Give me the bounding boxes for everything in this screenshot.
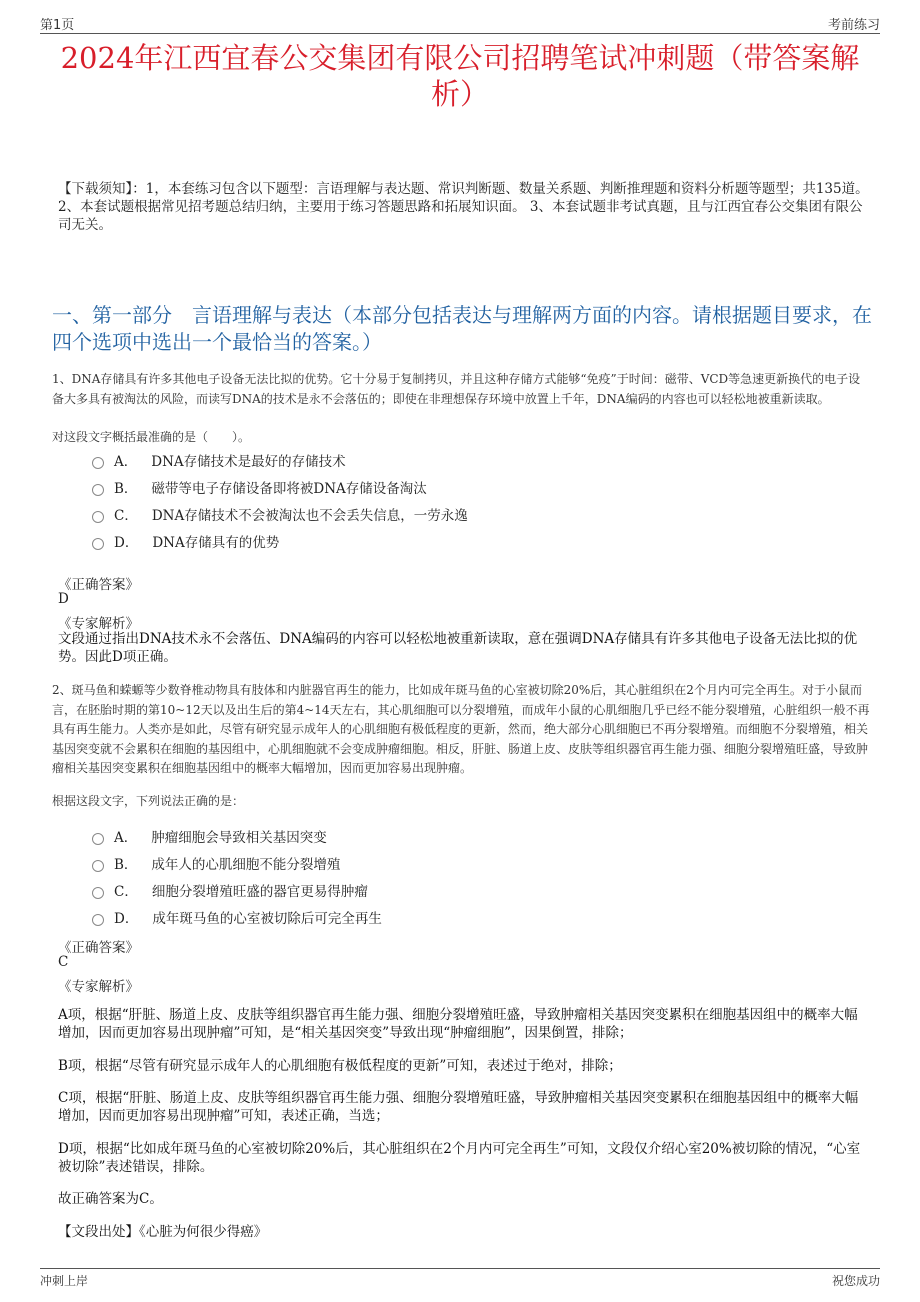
radio-icon[interactable] (92, 887, 104, 899)
document-title: 2024年江西宜春公交集团有限公司招聘笔试冲刺题（带答案解析） (60, 41, 860, 111)
footer-rule (40, 1268, 880, 1269)
option-text: 肿瘤细胞会导致相关基因突变 (151, 830, 327, 846)
q1-answer-label: 《正确答案》 (58, 577, 139, 593)
option-text: DNA存储具有的优势 (152, 535, 280, 551)
q1-analysis: 文段通过指出DNA技术永不会落伍、DNA编码的内容可以轻松地被重新读取，意在强调DNA存储具有许多其他电子设备无法比拟的优势。因此D项正确。 (58, 631, 858, 665)
option-letter: D． (114, 911, 139, 927)
option-letter: A． (114, 830, 138, 846)
option-letter: C． (114, 884, 138, 900)
option-text: 细胞分裂增殖旺盛的器官更易得肿瘤 (151, 884, 368, 900)
header-category: 考前练习 (827, 18, 880, 33)
q2-analysis-d: D项，根据“比如成年斑马鱼的心室被切除20%后，其心脏组织在2个月内可完全再生”可知，文段仅介绍心室20%被切除的情况，“心室被切除”表述错误，排除。 (58, 1141, 861, 1175)
question-1-text: 1、DNA存储具有许多其他电子设备无法比拟的优势。它十分易于复制拷贝，并且这种存储方式能够“免疫”于时间：磁带、VCD等急速更新换代的电子设备大多具有被淘汰的风险，而读写DNA的技术是永不会落伍的；即使在非理想保存环境中放置上千年，DNA编码的内容也可以轻松地被重新读取。 (52, 372, 861, 406)
q2-option-a[interactable] (92, 826, 327, 846)
q2-conclusion: 故正确答案为C。 (58, 1191, 163, 1207)
q1-option-d[interactable] (92, 531, 279, 551)
option-text: 成年斑马鱼的心室被切除后可完全再生 (152, 911, 382, 927)
question-2-text: 2、斑马鱼和蝾螈等少数脊椎动物具有肢体和内脏器官再生的能力，比如成年斑马鱼的心室被切除20%后，其心脏组织在2个月内可完全再生。对于小鼠而言，在胚胎时期的第10~12天以及出生后的第4~14天左右，其心肌细胞可以分裂增殖，而成年小鼠的心肌细胞几乎已经不能分裂增殖，心脏组织一般不再具有再生能力。人类亦是如此，尽管有研究显示成年人的心肌细胞有极低程度的更新，然而，绝大部分心肌细胞已不再分裂增殖。而细胞不分裂增殖，相关基因突变就不会累积在细胞的基因组中，心肌细胞就不会变成肿瘤细胞。相反，肝脏、肠道上皮、皮肤等组织器官再生能力强、细胞分裂增殖旺盛，导致肿瘤相关基因突变累积在细胞基因组中的概率大幅增加，因而更加容易出现肿瘤。 (52, 683, 870, 775)
option-letter: D． (114, 535, 139, 551)
radio-icon[interactable] (92, 914, 104, 926)
q1-analysis-label: 《专家解析》 (58, 616, 139, 632)
header-rule (40, 33, 880, 34)
q2-source: 【文段出处】《心脏为何很少得癌》 (58, 1224, 268, 1240)
footer-left: 冲刺上岸 (40, 1274, 89, 1288)
option-text: DNA存储技术不会被淘汰也不会丢失信息，一劳永逸 (151, 508, 468, 524)
page-number: 第1页 (40, 18, 75, 33)
option-letter: B． (114, 857, 138, 873)
option-text: 成年人的心肌细胞不能分裂增殖 (151, 857, 341, 873)
q2-answer: C (58, 954, 69, 970)
q2-option-b[interactable] (92, 853, 340, 873)
q2-analysis-label: 《专家解析》 (58, 979, 139, 995)
q2-answer-label: 《正确答案》 (58, 940, 139, 956)
radio-icon[interactable] (92, 860, 104, 872)
download-notice: 【下载须知】：1，本套练习包含以下题型：言语理解与表达题、常识判断题、数量关系题、判断推理题和资料分析题等题型；共135道。 2、本套试题根据常见招考题总结归纳，主要用于练习答题思路和拓展知识面。 3、本套试题非考试真题，且与江西宜春公交集团有限公司无关。 (58, 181, 869, 233)
q1-answer: D (58, 591, 69, 607)
q2-option-d[interactable] (92, 907, 382, 927)
radio-icon[interactable] (92, 833, 104, 845)
radio-icon[interactable] (92, 457, 104, 469)
footer-right: 祝您成功 (831, 1274, 880, 1288)
option-letter: B． (114, 481, 138, 497)
section-heading: 一、第一部分 言语理解与表达（本部分包括表达与理解两方面的内容。请根据题目要求，在四个选项中选出一个最恰当的答案。） (52, 303, 872, 354)
question-1-prompt: 对这段文字概括最准确的是（ ）。 (52, 430, 251, 444)
q2-analysis-a: A项，根据“肝脏、肠道上皮、皮肤等组织器官再生能力强、细胞分裂增殖旺盛，导致肿瘤相关基因突变累积在细胞基因组中的概率大幅增加，因而更加容易出现肿瘤”可知，是“相关基因突变”导致出现“肿瘤细胞”，因果倒置，排除； (58, 1007, 858, 1041)
option-letter: A． (114, 454, 138, 470)
option-letter: C． (114, 508, 138, 524)
radio-icon[interactable] (92, 484, 104, 496)
q2-analysis-c: C项，根据“肝脏、肠道上皮、皮肤等组织器官再生能力强、细胞分裂增殖旺盛，导致肿瘤相关基因突变累积在细胞基因组中的概率大幅增加，因而更加容易出现肿瘤”可知，表述正确，当选； (58, 1090, 859, 1124)
q1-option-b[interactable] (92, 477, 427, 497)
radio-icon[interactable] (92, 538, 104, 550)
q1-option-a[interactable] (92, 450, 346, 470)
q2-analysis-b: B项，根据“尽管有研究显示成年人的心肌细胞有极低程度的更新”可知，表述过于绝对，排除； (58, 1058, 622, 1074)
q1-option-c[interactable] (92, 504, 468, 524)
q2-option-c[interactable] (92, 880, 368, 900)
question-2-prompt: 根据这段文字，下列说法正确的是： (52, 794, 245, 808)
option-text: DNA存储技术是最好的存储技术 (151, 454, 346, 470)
option-text: 磁带等电子存储设备即将被DNA存储设备淘汰 (151, 481, 427, 497)
radio-icon[interactable] (92, 511, 104, 523)
